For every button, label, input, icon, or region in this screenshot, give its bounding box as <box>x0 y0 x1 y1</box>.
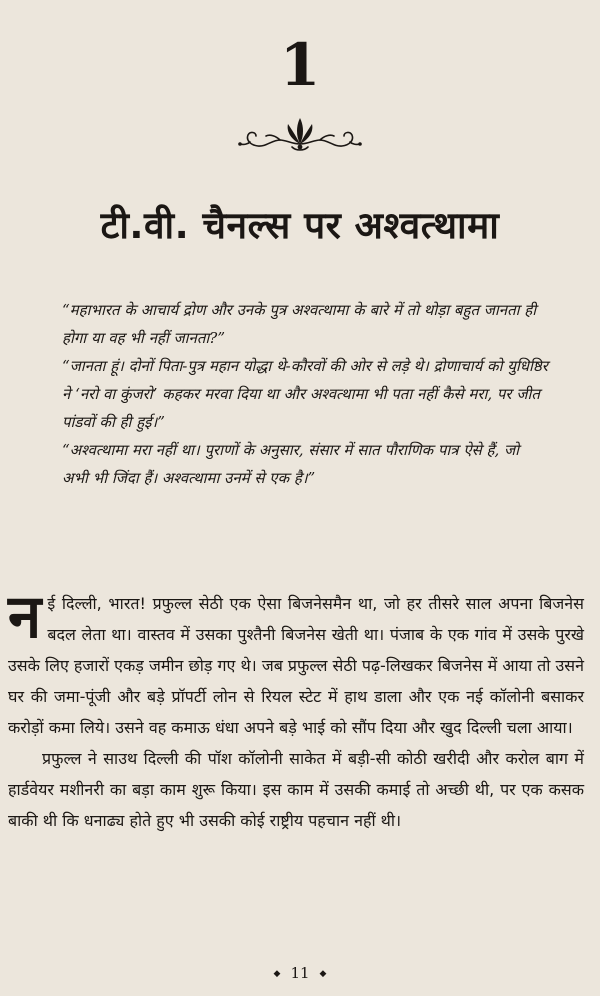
body-text <box>8 582 584 836</box>
bullet-icon: ◆ <box>319 969 327 979</box>
epigraph-dialogue <box>62 296 548 492</box>
chapter-number: 1 <box>279 31 321 99</box>
body-paragraph: प्रफुल्ल ने साउथ दिल्ली की पॉश कॉलोनी साकेत में बड़ी-सी कोठी खरीदी और करोल बाग में हार्डवेयर मशीनरी का बड़ा काम शुरू किया। इस काम में उसकी कमाई तो अच्छी थी, पर एक कसक बाकी थी कि धनाढ्य होते हुए भी उसकी कोई राष्ट्रीय पहचान नहीं थी। <box>8 749 584 830</box>
paragraph-text: ई दिल्ली, भारत! प्रफुल्ल सेठी एक ऐसा बिजनेसमैन था, जो हर तीसरे साल अपना बिजनेस बदल लेता था। वास्तव में उसका पुश्तैनी बिजनेस खेती था। पंजाब के एक गांव में उसके पुरखे उसके लिए हजारों एकड़ जमीन छोड़ गए थे। जब प्रफुल्ल सेठी पढ़-लिखकर बिजनेस में आया तो उसने घर की जमा-पूंजी और बड़े प्रॉपर्टी लोन से रियल स्टेट में हाथ डाला और एक नई कॉलोनी बसाकर करोड़ों कमा लिये। उसने वह कमाऊ धंधा अपने बड़े भाई को सौंप दिया और खुद दिल्ली चला आया। <box>8 594 584 737</box>
bullet-icon: ◆ <box>273 969 281 979</box>
page-number: 11 <box>290 964 310 982</box>
chapter-title: टी.वी. चैनल्स पर अश्वत्थामा <box>100 204 500 247</box>
page-footer <box>0 964 600 982</box>
floral-scroll-ornament-icon <box>236 114 364 158</box>
epigraph-line: “जानता हूं। दोनों पिता-पुत्र महान योद्धा थे-कौरवों की ओर से लड़े थे। द्रोणाचार्य को युधिष्ठिर ने ‘नरो वा कुंजरो’ कहकर मरवा दिया था और अश्वत्थामा भी पता नहीं कैसे मरा, पर जीत पांडवों की ही हुई।” <box>62 357 548 431</box>
epigraph-line: “महाभारत के आचार्य द्रोण और उनके पुत्र अश्वत्थामा के बारे में तो थोड़ा बहुत जानता ही होगा या वह भी नहीं जानता?” <box>62 301 537 347</box>
body-paragraph <box>8 582 584 743</box>
epigraph-line: “अश्वत्थामा मरा नहीं था। पुराणों के अनुसार, संसार में सात पौराणिक पात्र ऐसे हैं, जो अभी भी जिंदा हैं। अश्वत्थामा उनमें से एक है।” <box>62 441 520 487</box>
drop-cap: न <box>8 582 42 652</box>
